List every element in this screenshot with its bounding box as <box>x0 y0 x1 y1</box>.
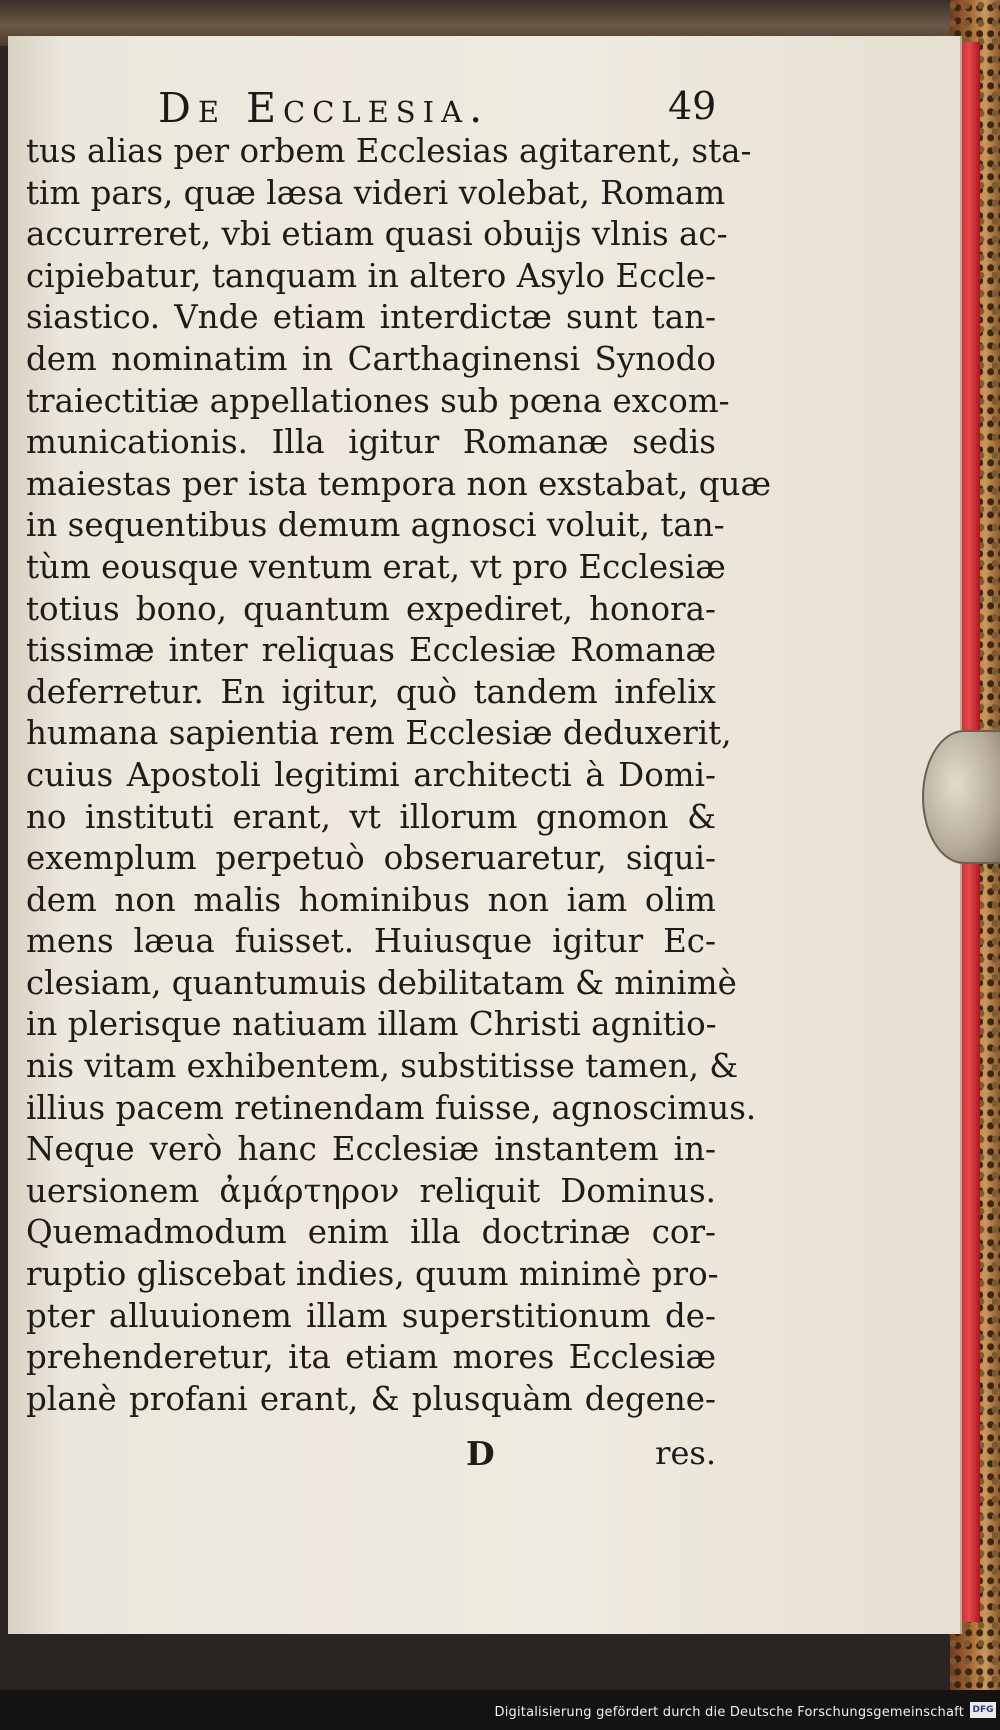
text-line: dem nominatim in Carthaginensi Synodo <box>26 339 716 378</box>
text-line: dem non malis hominibus non iam olim <box>26 880 716 919</box>
body-text <box>26 131 772 1420</box>
text-line: humana sapientia rem Ecclesiæ deduxerit, <box>26 714 732 753</box>
dfg-logo: DFG <box>970 1702 996 1718</box>
text-line: in plerisque natiuam illam Christi agnitio- <box>26 1005 717 1044</box>
text-line: clesiam, quantumuis debilitatam & minimè <box>26 963 737 1002</box>
text-line: deferretur. En igitur, quò tandem infelix <box>26 672 716 711</box>
text-line: tissimæ inter reliquas Ecclesiæ Romanæ <box>26 631 716 670</box>
text-line: illius pacem retinendam fuisse, agnoscimus. <box>26 1088 757 1127</box>
text-line: cipiebatur, tanquam in altero Asylo Eccle- <box>26 256 717 295</box>
text-line: tùm eousque ventum erat, vt pro Ecclesiæ <box>26 547 726 586</box>
text-line: ruptio gliscebat indies, quum minimè pro- <box>26 1255 719 1294</box>
text-line: nis vitam exhibentem, substitisse tamen, & <box>26 1047 739 1086</box>
book-page <box>8 36 962 1634</box>
page-foot <box>26 1434 716 1478</box>
clasp-ornament <box>922 730 1000 864</box>
text-line: accurreret, vbi etiam quasi obuijs vlnis ac- <box>26 215 728 254</box>
text-line: prehenderetur, ita etiam mores Ecclesiæ <box>26 1338 716 1377</box>
text-line: totius bono, quantum expediret, honora- <box>26 589 716 628</box>
text-line: uersionem ἀμάρτηρον reliquit Dominus. <box>26 1171 716 1210</box>
page-number: 49 <box>668 84 717 128</box>
text-line: mens læua fuisset. Huiusque igitur Ec- <box>26 922 716 961</box>
text-line: tus alias per orbem Ecclesias agitarent, sta- <box>26 132 752 170</box>
text-line: cuius Apostoli legitimi architecti à Domi- <box>26 755 716 794</box>
running-title: De Ecclesia. <box>158 84 490 132</box>
signature-mark: D <box>466 1434 495 1473</box>
text-line: Quemadmodum enim illa doctrinæ cor- <box>26 1213 716 1252</box>
text-line: no instituti erant, vt illorum gnomon & <box>26 797 716 836</box>
catchword: res. <box>655 1434 716 1472</box>
text-line: tim pars, quæ læsa videri volebat, Romam <box>26 173 726 212</box>
text-line: siastico. Vnde etiam interdictæ sunt tan- <box>26 298 716 337</box>
text-line: in sequentibus demum agnosci voluit, tan- <box>26 506 725 545</box>
text-line: Neque verò hanc Ecclesiæ instantem in- <box>26 1130 716 1169</box>
text-line: planè profani erant, & plusquàm degene- <box>26 1379 716 1418</box>
text-line: traiectitiæ appellationes sub pœna excom- <box>26 381 730 420</box>
text-line: pter alluuionem illam superstitionum de- <box>26 1296 716 1335</box>
text-line: municationis. Illa igitur Romanæ sedis <box>26 423 716 462</box>
digitization-credit: Digitalisierung gefördert durch die Deutsche Forschungsgemeinschaft <box>494 1705 964 1720</box>
text-line: exemplum perpetuò obseruaretur, siqui- <box>26 839 716 878</box>
text-line: maiestas per ista tempora non exstabat, quæ <box>26 464 772 503</box>
